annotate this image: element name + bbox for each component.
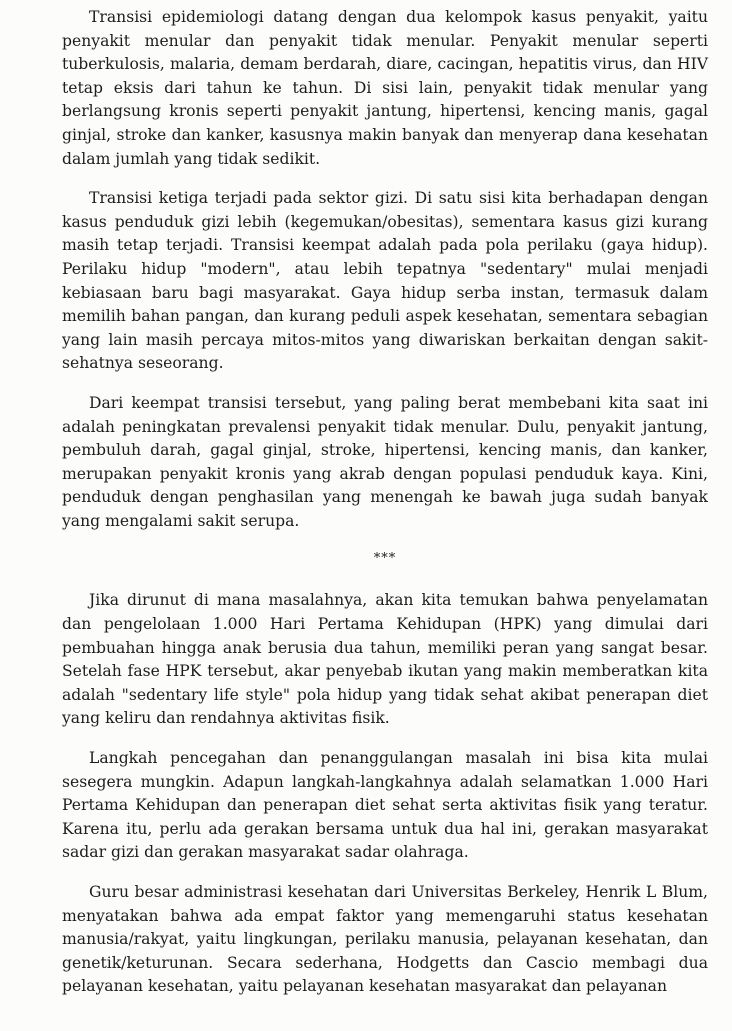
- paragraph-blum-health-factors: Guru besar administrasi kesehatan dari Universitas Berkeley, Henrik L Blum, menyatakan bahwa ada empat faktor yang memengaruhi status kesehatan manusia/rakyat, yaitu lingkungan, perilaku manusia, pelayanan kesehatan, dan genetik/keturunan. Secara sederhana, Hodgetts dan Cascio membagi dua pelayanan kesehatan, yaitu pelayanan kesehatan masyarakat dan pelayanan: [62, 883, 708, 996]
- paragraph-epidemiological-transition: Transisi epidemiologi datang dengan dua kelompok kasus penyakit, yaitu penyakit menular dan penyakit tidak menular. Penyakit menular seperti tuberkulosis, malaria, demam berdarah, diare, cacingan, hepatitis virus, dan HIV tetap eksis dari tahun ke tahun. Di sisi lain, penyakit tidak menular yang berlangsung kronis seperti penyakit jantung, hipertensi, kencing manis, gagal ginjal, stroke dan kanker, kasusnya makin banyak dan menyerap dana kesehatan dalam jumlah yang tidak sedikit.: [62, 8, 708, 168]
- paragraph-nutrition-lifestyle-transition: Transisi ketiga terjadi pada sektor gizi. Di satu sisi kita berhadapan dengan kasus penduduk gizi lebih (kegemukan/obesitas), sementara kasus gizi kurang masih tetap terjadi. Transisi keempat adalah pada pola perilaku (gaya hidup). Perilaku hidup "modern", atau lebih tepatnya "sedentary" mulai menjadi kebiasaan baru bagi masyarakat. Gaya hidup serba instan, termasuk dalam memilih bahan pangan, dan kurang peduli aspek kesehatan, sementara sebagian yang lain masih percaya mitos-mitos yang diwariskan berkaitan dengan sakit-sehatnya seseorang.: [62, 189, 708, 373]
- section-separator: ***: [373, 551, 397, 567]
- paragraph-first-1000-days: Jika dirunut di mana masalahnya, akan kita temukan bahwa penyelamatan dan pengelolaan 1.000 Hari Pertama Kehidupan (HPK) yang dimulai dari pembuahan hingga anak berusia dua tahun, memiliki peran yang sangat besar. Setelah fase HPK tersebut, akar penyebab ikutan yang makin memberatkan kita adalah "sedentary life style" pola hidup yang tidak sehat akibat penerapan diet yang keliru dan rendahnya aktivitas fisik.: [62, 591, 708, 728]
- paragraph-prevention-steps: Langkah pencegahan dan penanggulangan masalah ini bisa kita mulai sesegera mungkin. Adapun langkah-langkahnya adalah selamatkan 1.000 Hari Pertama Kehidupan dan penerapan diet sehat serta aktivitas fisik yang teratur. Karena itu, perlu ada gerakan bersama untuk dua hal ini, gerakan masyarakat sadar gizi dan gerakan masyarakat sadar olahraga.: [62, 749, 708, 862]
- paragraph-noncommunicable-disease-burden: Dari keempat transisi tersebut, yang paling berat membebani kita saat ini adalah peningkatan prevalensi penyakit tidak menular. Dulu, penyakit jantung, pembuluh darah, gagal ginjal, stroke, hipertensi, kencing manis, dan kanker, merupakan penyakit kronis yang akrab dengan populasi penduduk kaya. Kini, penduduk dengan penghasilan yang menengah ke bawah juga sudah banyak yang mengalami sakit serupa.: [62, 393, 708, 530]
